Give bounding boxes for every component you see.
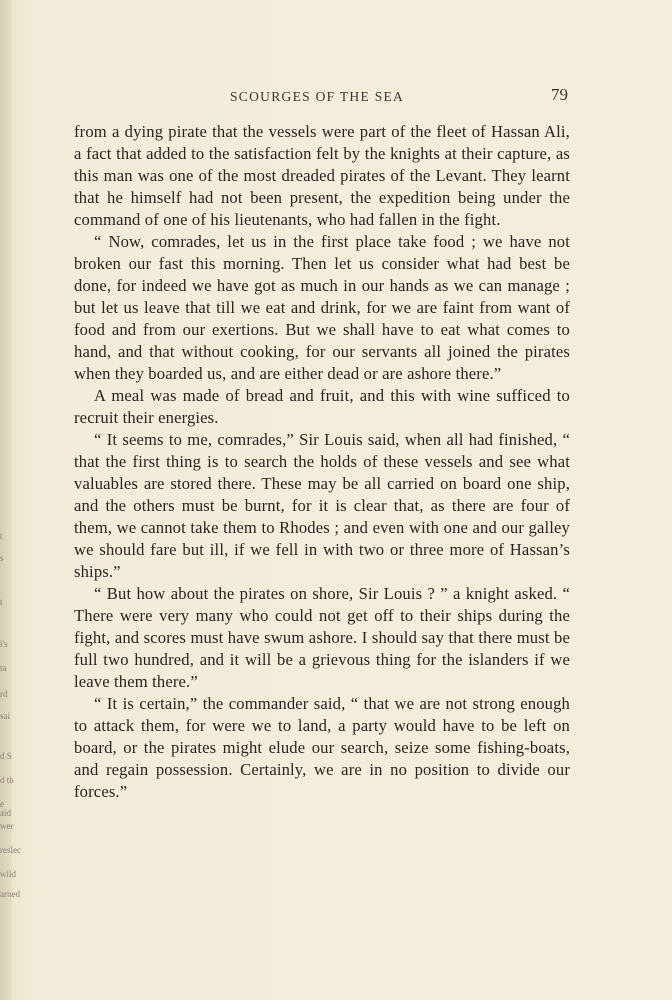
paragraph: A meal was made of bread and fruit, and this with wine sufficed to recruit their energies. bbox=[74, 386, 570, 427]
margin-bleed-text: wild bbox=[0, 869, 17, 879]
margin-bleed-text: e aid bbox=[0, 799, 11, 818]
body-text bbox=[74, 121, 570, 803]
margin-bleed-text: arned bbox=[0, 889, 20, 899]
margin-bleed-text: sai bbox=[0, 711, 10, 721]
margin-bleed-text: ta bbox=[0, 663, 7, 673]
running-header: SCOURGES OF THE SEA bbox=[230, 89, 405, 104]
margin-bleed-text: i's bbox=[0, 639, 8, 649]
margin-bleed-text: t bbox=[0, 597, 3, 607]
paragraph: “ Now, comrades, let us in the first place take food ; we have not broken our fast this morning. Then let us consider what had best be done, for indeed we have got as much in our hands as we can manage ; but let us leave that till we eat and drink, for we are faint from want of food and from our exertions. But we shall have to eat what comes to hand, and that without cooking, for our servants all joined the pirates when they boarded us, and are either dead or are ashore there.” bbox=[74, 232, 570, 383]
paragraph: “ It seems to me, comrades,” Sir Louis said, when all had finished, “ that the first thing is to search the holds of these vessels and see what valuables are stored there. These may be all carried on board one ship, and the others must be burnt, for it is clear that, as there are four of them, we cannot take them to Rhodes ; and even with one and our galley we should fare but ill, if we fell in with two or three more of Hassan’s ships.” bbox=[74, 430, 570, 581]
margin-bleed-text: t bbox=[0, 531, 3, 541]
margin-bleed-text: s bbox=[0, 553, 4, 563]
paragraph: “ It is certain,” the commander said, “ that we are not strong enough to attack them, for were we to land, a party would have to be left on board, or the pirates might elude our search, seize some fishing-boats, and regain possession. Certainly, we are in no position to divide our forces.” bbox=[74, 694, 570, 801]
margin-bleed-text: wer bbox=[0, 821, 14, 831]
paragraph: from a dying pirate that the vessels were part of the fleet of Hassan Ali, a fact that added to the satisfaction felt by the knights at their capture, as this man was one of the most dreaded pirates of the Levant. They learnt that he himself had not been present, the expedition being under the command of one of his lieutenants, who had fallen in the fight. bbox=[74, 122, 570, 229]
margin-bleed-text: reslec bbox=[0, 845, 21, 855]
margin-bleed-text: d th bbox=[0, 775, 14, 785]
margin-bleed-text: rd bbox=[0, 689, 8, 699]
margin-bleed-text: d S bbox=[0, 751, 12, 761]
paragraph: “ But how about the pirates on shore, Sir Louis ? ” a knight asked. “ There were very many who could not get off to their ships during the fight, and scores must have swum ashore. I should say that there must be full two hundred, and it will be a grievous thing for the islanders if we leave them there.” bbox=[74, 584, 570, 691]
page-number: 79 bbox=[551, 85, 568, 104]
